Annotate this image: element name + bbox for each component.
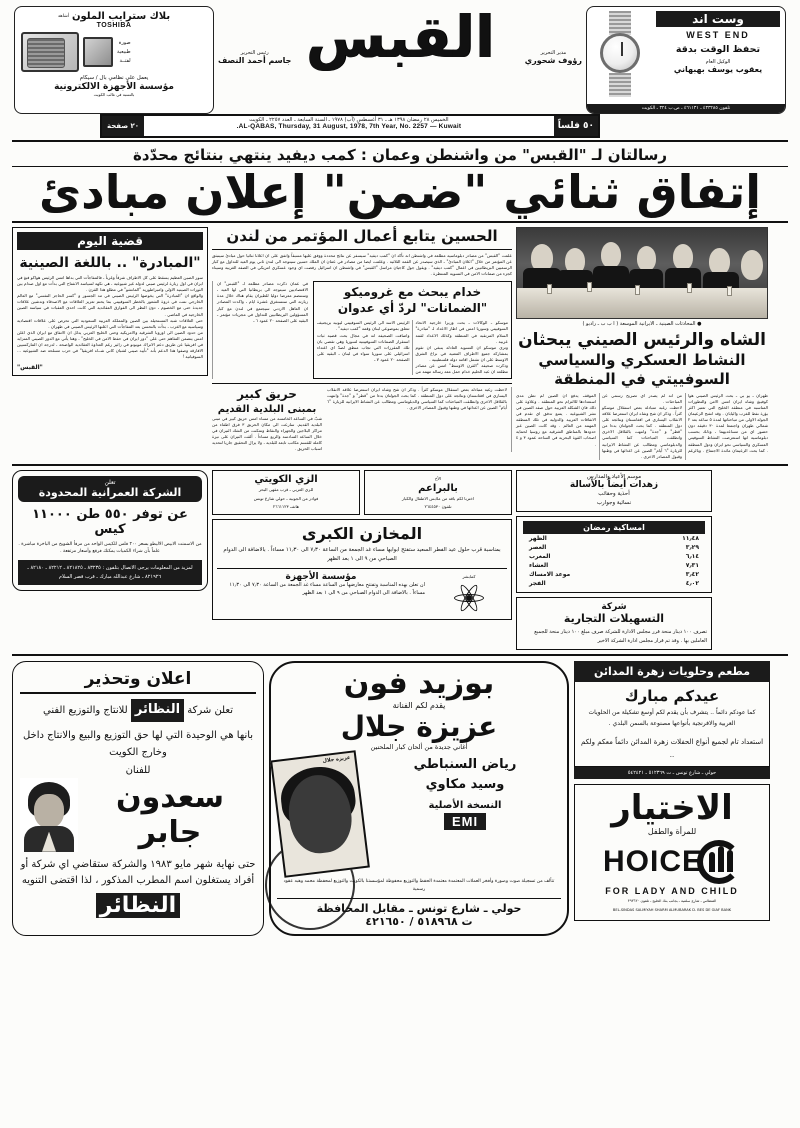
omrania-footer: لمزيد من المعلومات يرجى الاتصال بتلفون : ٨٣٢٣٥ ـ ٨٢١٨٢٥ ـ ٨٢٢١٢ ـ ٨٢١٨٠ ـ ٨٢١٩٢٦ ـ شارع عبدالله مبارك ـ قرب قصر السلام xyxy=(18,560,202,585)
middle-column xyxy=(212,227,512,460)
kuwaiti-dress-sub: للزي العربي ـ قرب مقهى البحر xyxy=(258,486,314,492)
managing-editor xyxy=(525,50,582,65)
ad-bouzaid-phone[interactable] xyxy=(269,661,569,935)
toshiba-feature-1: صورة xyxy=(118,39,131,46)
cover-price: ٥٠ فلساً xyxy=(554,116,598,136)
editor-in-chief-name: جاسم أحمد النصف xyxy=(218,56,292,65)
emi-logo: EMI xyxy=(444,813,486,830)
prayer-row xyxy=(523,552,705,561)
kuwaiti-dress-tel: هاتف ٢٦٦١١٢٣ xyxy=(272,504,300,510)
toshiba-logo: TOSHIBA xyxy=(96,22,132,29)
opinion-paragraph: من حدود الصين الى اوروبا الشرقية والامريكية وحتى الخليج العربي يدلل ان الاتفاق مع ايران الذي اعلن امس يتضمن التفاهم حتى على "دور ايران في حفظ الامن في الخليج" ، وهنا يأتي مع الدور الصيني المتزايد في افريقيا عن طريق دعم الاتراك موبوتو في زائير رغم العداوة العقائدية الواضحة ، لدرجة ان الماركسيين الافارقة وصفوا هذا الدعم بأنه "تأييد صيني لشبان كاني شــاه افريقيا" في حرب مسلحة ضد الشيوعية ... السوفياتية ! xyxy=(17,329,203,360)
opinion-section-label: قضية اليوم xyxy=(17,232,203,250)
bouzaid-composer-1: رياض السنباطي xyxy=(413,757,517,773)
bouzaid-fineprint: تتألف من تسجيلة صوت وصورة وأفخر العملات المعتمدة معتمدة الحفظ والتوزيع محفوظة لمؤسستنا بالكويت والتوزيع لمحفظة محمد وهبه عقود رسمية xyxy=(283,879,555,893)
zahra-eid-greeting: عيدكم مبارك xyxy=(624,687,720,706)
prayer-label: الفجر xyxy=(529,580,546,588)
west-end-agent: يعقوب يوسف بهبهاني xyxy=(673,65,763,74)
ads-band-lower xyxy=(0,656,800,935)
dateline-english: AL-QABAS, Thursday, 31 August, 1978, 7th Year, No. 2257 — Kuwait. xyxy=(236,123,462,130)
prayer-label: الظهر xyxy=(529,535,547,543)
ramadan-title: امساكية رمضان xyxy=(523,521,705,534)
choice-address-ar: الفنطاس ـ شارع سلمية ـ بجانب بنك الخليج ـ تلفون ٣٩٣٦٣٠ xyxy=(627,899,717,904)
managing-editor-role: مدير التحرير xyxy=(540,50,567,56)
conference-photo xyxy=(516,227,768,319)
choice-address-en: BEL-SINDAS SALMIYAH SHARM ALMUBARAK D. BES DE GIAF BANK xyxy=(612,908,732,912)
shah-body: طهران ـ يو بي ـ بحث الرئيس الصيني هوا كوفينغ وشاه ايران امس الامن والتطورات المناسبة في منطقة الخليج التي تعتبر اكثر بؤرة نفط للغرب واليابان . وقد انفتح الزعيمان الجولة الاولى من مباحثاتها لمدة ٥ ساعة بعد ٢ شمالي طهران واجتمعا لمدة ٣٠ دقيقة دون حضور اي من مساعديهما ، وذلك بحسب دبلوماسية انها استعرضت النشاط السوفيتي العسكري والسياسي نحو ايران ودول المنطقة . كما بحث الزعيمان مائدة الاجتماع . وبالرغم من انه لم يصدر اي تصريح رسمي عن المباحثات . xyxy=(602,392,769,453)
west-end-brand-en: WEST END xyxy=(686,30,750,40)
choice-sub-ar: للمرأة والطفل xyxy=(647,827,697,837)
cassette-cover xyxy=(270,750,370,878)
ads-right-group xyxy=(516,470,712,651)
banner-kicker: رسالتان لـ "القبس" من واشنطن وعمان : كمب ديفيد ينتهي بنتائج محدّدة xyxy=(132,146,668,164)
shah-headline-line1[interactable]: الشاه والرئيس الصيني يبحثان xyxy=(518,330,766,350)
fire-headline-line1[interactable]: حريق كبير xyxy=(237,387,297,402)
opinion-signature: "القبس" xyxy=(17,364,43,372)
prayer-row xyxy=(523,570,705,579)
ibrahim-tel: تلفون ٢٦٤٤٥٣٠ xyxy=(424,504,452,510)
atom-icon xyxy=(454,583,484,613)
zahra-head: مطعم وحلويات زهرة المدائن xyxy=(574,661,770,682)
nathair-announce-pre: تعلن شركة xyxy=(187,705,233,717)
makhazin-title: المخازن الكبرى xyxy=(301,523,423,543)
ad-zahra-almadain[interactable] xyxy=(574,661,770,779)
editor-in-chief-role: رئيس التحرير xyxy=(240,50,269,56)
zahra-footer: حولي ـ شارع تونس ـ ت ٥١٢٣٦٩ ـ ٥٤٢٤٢١ xyxy=(574,767,770,779)
ads-bottom-right xyxy=(574,661,770,935)
dateline-bar xyxy=(100,114,600,138)
opinion-box xyxy=(12,227,208,376)
bouzaid-presents: يقدم لكم الفنانة xyxy=(392,701,446,711)
nathair-announce-post: للانتاج والتوزيع الفني xyxy=(43,705,128,717)
nathair-body2: حتى نهاية شهر مايو ١٩٨٣ والشركة ستقاضي اي شركة أو أفراد يستغلون اسم المطرب المذكور ، لذا اقتضى التنويه xyxy=(20,858,256,886)
fire-body: شبّ في الساعة الخامسة من مساء امس حريق كبير في مبنى البلدية القديم. سارعت الى مكان الحريق ٣ فرق اطفاء من مراكز البلاجين والجهراء والنقاط وتمكنت من الشك النيران في خلال الساعة السادسة والربع مساءاً . ألقت النيران على نيرة كاملة للقسم مكاتب تابعة للبلدية ، ولا يزال التحقيق جاريا لتحديد اسباب الحريق . xyxy=(212,415,322,452)
ad-makhazin[interactable] xyxy=(212,519,512,620)
toshiba-tagline-small: أشاهد xyxy=(57,14,69,19)
nathair-footer-logo: النظائر xyxy=(96,893,180,918)
dateline-arabic: الخميس ٢٨ رمضان ١٣٩٨ هـ ـ ٣١ أغسطس (آب) ١٩٧٨ ـ السنة السابعة ـ العدد ٢٢٥٧ ـ الكويت xyxy=(249,117,449,123)
opinion-paragraph: والواقع ان "المبادرة" التي يخوضها الرئيس الصيني في مد الجسور و "كسر الحاجز النفسي" مع العالم الخارجي نمت في ذروة الشعور بالخطر السوفييتي بما يحتم تعزيز العلاقات مع الاصدقاء وتدشين علاقات جديدة حتى مع الخصوم ، دون النظر الى الفوارق العقائدية التي كانت احدى العقبات في سياسة الصين الخارجية في الماضي . xyxy=(17,293,203,317)
omrania-body: من الاسمنت الابيض الاليطو بسعر ٢٠٠ فلس للكيس الواحد من مرفأ الشويخ من الباخرة مباشرة . علماً بأن شراء الكميات يمكنك فرقع وأسعار مرتفعة . xyxy=(18,541,202,555)
page-count: ٢٠ صفحة xyxy=(102,116,144,136)
bouzaid-brand: بوزيد فون xyxy=(343,666,495,702)
toshiba-feature-2: طبيعية xyxy=(117,48,131,55)
ibrahim-title: بالبراعم xyxy=(418,482,458,494)
omrania-announce: تعلن xyxy=(104,478,116,486)
opinion-title: "المبادرة" .. باللغة الصينية xyxy=(19,255,201,271)
editor-in-chief xyxy=(218,50,291,65)
cassette-label: عزيزة جلال xyxy=(322,755,351,765)
toshiba-company-sub: بالنسبة في غالب الكويت xyxy=(93,92,135,97)
khaddam-headline-line1[interactable]: خدام يبحث مع غروميكو xyxy=(343,285,482,300)
banner-headline: إتفاق ثنائي "ضمن" إعلان مبادئ xyxy=(38,165,762,219)
ad-ibrahim[interactable] xyxy=(364,470,512,515)
fire-headline-line2[interactable]: بمبنى البلدية القديم xyxy=(217,403,317,415)
bouzaid-address: حولي ـ شارع تونس ـ مقابل المحافظة xyxy=(277,898,561,915)
bouzaid-telephone: ت ٥١٨٩٦٨ / ٤٢١٦٥٠ xyxy=(365,914,473,928)
school-line2: زهدات أيضاً بالأسالة xyxy=(569,479,659,490)
choice-logo-icon xyxy=(697,840,741,884)
shah-headline-line2[interactable]: النشاط العسكري والسياسي السوفييتي في المنطقة xyxy=(538,351,746,388)
television-side-icon xyxy=(83,37,113,67)
ibrahim-sub: اخترنا لكم باقة من ملابس الاطفال والكبار xyxy=(401,495,475,501)
prayer-label: العشاء xyxy=(529,562,549,570)
choice-title-ar: الاختيار xyxy=(611,788,733,829)
ad-west-end[interactable] xyxy=(586,6,786,114)
choice-wordmark: HOICE xyxy=(603,845,704,879)
prayer-time: ٦٫١٤ xyxy=(685,553,699,561)
page-title: القبس xyxy=(305,3,495,71)
omrania-company: الشركة العمرانية المحدودة xyxy=(38,485,182,499)
kuwaiti-dress-title: الزي الكويتي xyxy=(254,473,318,485)
west-end-brand-ar: وست اند xyxy=(656,11,780,27)
ad-choice[interactable] xyxy=(574,784,770,921)
nathair-artist: سعدون جابر xyxy=(115,779,225,850)
ads-band-upper xyxy=(0,466,800,655)
prayer-row xyxy=(523,543,705,552)
makhazin-company: مؤسسة الأجهزة xyxy=(285,572,357,583)
wristwatch-icon xyxy=(592,11,652,97)
shah-body-overflow: لاحظت رغبة متبادلة بعض استقلال موسكو كثراً . وذكر ان شح وشاه ايران استعرضا علاقة الانقلاب اليساري في افغانستان ونتائجه على دول المنطقة . كما بحث الجولتان بدءا من "قطر" و "جدة" وانتهت بالقلاقل الاخرى وانطلقت المباحثات كما السياسي والدبلوماسي ومطالب عن النشاط الايرانية للزيارة "٦ أيام" الصين عن اعدائها في وطنها وقبول المصادر الاخرى . xyxy=(327,387,507,411)
bouzaid-original-label: النسخة الأصلية xyxy=(428,800,502,812)
hussein-body: علمت "القبس" من مصادر دبلوماسية مطلعة في واشنطن انه تأكد ان "كمب ديفيد" سيسفر عن نتائج محددة ووفق عليها مسبقاً واتفق على ان اعلانا ثنائيا حول مبادئ سينبثق عن المؤتمر من خلال "اعلان المبادئ" ـ الذي سيصدر عن القمة الثلاثية . وعلمت ايضا من مصادر في عمان ان الملك حسين سيتوجه الى لندن ثاني يوم العيد للتداول مع كبار الرسميين البريطانيين في اعمال "كمب ديفيد" . ويقول جول كاجيان مراسل "القبس" في واشنطن ان اسرائيل رفضت اي وجود عسكري امريكي في الضفة الغربية وسيناء كجزء من ضمانات الامن في التسوية المنتظرة . xyxy=(212,252,512,277)
khaddam-body: وترى موسكو ان التسوية العادلة ينبغي ان تقوم بمشاركة جميع الاطراف المعنية في نزاع الشرق الاوسط على ان تشمل اقامة دولة فلسطينية . xyxy=(415,344,508,362)
west-end-slogan: تحفظ الوقت بدقة xyxy=(675,44,761,55)
electronics-body: ان تعلن بهذه المناسبة وتفتتح معارضها من الساعة مساء غد الجمعة من الساعة ٧٫٣٠ الى ١١٫٣٠ مساءاً . بالاضافة الى الدوام الصباحي من ٩ الى ١ بعد الظهر xyxy=(229,582,425,596)
prayer-time: ٣٫٤٢ xyxy=(685,571,699,579)
ad-nathair[interactable] xyxy=(12,661,264,935)
makhazin-body: بمناسبة قرب حلول عيد الفطر السعيد ستفتح ابوابها مساء غد الجمعة من الساعة ٧٫٣٠ الى ١١٫٣٠ مساءاً . بالاضافة الى الدوام الصباحي من ٩ الى ١ بعد الظهر xyxy=(223,546,501,563)
main-content xyxy=(0,223,800,460)
managing-editor-name: رؤوف شحوري xyxy=(524,56,582,65)
toshiba-company: مؤسسة الأجهزة الالكترونية xyxy=(54,82,174,92)
tasheelat-body: تصرف ١٠٠ دينار منحة قرر مجلس الادارة للشركة صرف مبلغ ١٠٠ دينار منحة للجميع العاملين بها . وقد تم قرار مجلس ادارة الشركة الاخير xyxy=(534,629,707,644)
toshiba-tagline: بلاك سترايب الملون xyxy=(72,11,171,22)
prayer-time: ٧٫٣١ xyxy=(685,562,699,570)
nathair-body: بانها هي الوحيدة التي لها حق التوزيع والبيع والانتاج داخل وخارج الكويت xyxy=(22,729,254,758)
school-line1: موسم الأعياد والمدارس xyxy=(586,473,642,480)
opinion-column xyxy=(12,227,208,460)
prayer-time: ٣٫٢٩ xyxy=(685,544,699,552)
prayer-row xyxy=(523,561,705,570)
kuwaiti-dress-sub2: فوادر من الجونية ـ حولي شارع تونس xyxy=(253,495,319,501)
masthead-center xyxy=(214,3,586,71)
prayer-time: ٤٫٠٢ xyxy=(685,580,699,588)
masthead xyxy=(0,0,800,140)
prayer-time: ١١٫٤٨ xyxy=(682,535,699,543)
ads-middle-group xyxy=(212,470,512,620)
shah-body: الموقف يدفع ان الصين لم تطن مدى استعدادها للالتزام نحو المنطقة . وعلاوة على ذلك فان الشكلة العربية حول صفد الصين في نشر الشيوعية . يمنع تدفق اي تقدم في الاتفاقات العربية والدولية في تلك المنطقة المهمة من العالم . وقد كانت الصين عبر حدودها بالمناطق الشرقية مع روسيا لحماية اصحاب القوة البحرية في الساحة عمود ٣ و ٤ . xyxy=(516,392,596,447)
tasheelat-line1: شركة xyxy=(601,602,627,613)
nathair-head: اعلان وتحذير xyxy=(20,669,256,694)
opinion-paragraph: سور الصين العظيم يسقط على كل الاطراف شرقاً وغرباً ، فالمفاجآت التي بداها امس الرئيس هواكو فنغ في ايران في اول زيارة لرئيس صيني لدولة غير شيوعية ، هي نكهة لسياسة الانفتاح التي بدأت مع اول صدام بين الثورات الصينية الاولى وامبراطورية "المانشو" في مطلع هذا القرن . xyxy=(17,275,203,293)
makhazin-tagline: كمابشر xyxy=(462,574,476,580)
toshiba-feature-3: لفتــة xyxy=(119,57,131,64)
west-end-footer: تلفون ٤٣٣٢٨٥ ـ ٤٦١١٣١ ـ ص.ب ٣٢٤ ـ الكويت xyxy=(587,104,785,113)
ad-school-season[interactable] xyxy=(516,470,712,513)
zahra-body2: استعداد تام لجميع أنواع الحفلات زهرة المدائن دائماً معكم ولكم .. xyxy=(580,738,764,759)
opinion-paragraph: حتى العلاقات شبه المستحيلة بين الصين والمملكة العربية السعودية التي تحرص على علاقات اقتصادية وسياسية مع الغرب ، بدأت بالتحسن بعد المفاجآت التي اعلنها الرئيس الصيني في طهران . xyxy=(17,317,203,329)
zahra-body: كما عودكم دائماً .. يتشرف بأن يقدم لكم أوسع تشكيلة من الحلويات العربية والافرنجية بأنواعها مصنوعة بالسمن البلدي . xyxy=(588,709,756,728)
lead-story-column xyxy=(516,227,768,460)
school-line4: نسائية وجوارب xyxy=(596,500,632,507)
ad-tasheelat[interactable] xyxy=(516,597,712,650)
nathair-logo: النظائر xyxy=(131,699,184,721)
ad-kuwaiti-dress[interactable] xyxy=(212,470,360,515)
hussein-headline[interactable]: الحسين يتابع أعمال المؤتمر من لندن xyxy=(226,227,498,245)
khaddam-body: واضافت الصحيفة انه في مجال بحث قضية ثبات استقرار الضمانات السوفييتية لسوريا وهي تقضي بان تلك المقررات التي تجاب منطق لصدّ اي اعتداء اسرائيلي على سوريا سواء في لبنان ـ البقية على الصفحة ٢٠ عمود ٧ ـ xyxy=(317,332,410,362)
bouzaid-sub: أغاني جديدة من ألحان كبار الملحنين xyxy=(370,743,468,752)
prayer-row xyxy=(523,534,705,543)
toshiba-system: يعمل على نظامي بال / سيكام xyxy=(79,75,149,81)
shah-body: لاحظت رغبة متبادلة بعض استقلال موسكو كثراً . وذكر ان شح وشاه ايران استعرضا علاقة الانقلاب اليساري في افغانستان ونتائجه على دول المنطقة . كما بحث الجولتان بدءا من "قطر" و "جدة" وانتهت بالقلاقل الاخرى وانطلقت المباحثات كما السياسي والدبلوماسي ومطالب عن النشاط الايرانية للزيارة "٦ أيام" الصين عن اعدائها في وطنها وقبول المصادر الاخرى . xyxy=(602,404,682,459)
prayer-row xyxy=(523,579,705,588)
bouzaid-composer-2: وسيد مكاوي xyxy=(425,776,505,792)
khaddam-body: موسكو ـ الوكالات ـ بحث وزيرا خارجية الاتحاد السوفييتي وسوريا امس في اطار الاعداد لـ "مبادرة" السلام المرتقبة في المنطقة وكذلك الاعداد لقمة عربية . xyxy=(415,320,508,344)
bouzaid-artist: عزيزة جلال xyxy=(340,710,498,744)
ramadan-timetable xyxy=(516,516,712,593)
artist-portrait xyxy=(20,778,78,852)
school-line3: أحذية وحقائب xyxy=(598,490,630,497)
nathair-for-label: للفنان xyxy=(125,764,151,776)
prayer-label: المغرب xyxy=(529,553,551,561)
khaddam-headline-line2[interactable]: "الضمانات" لردّ أي عدوان xyxy=(337,300,488,315)
khaddam-body: وذكرت صحيفة "القرن الاوسط" امس عن مصادر مطلعة ان عبد الحليم خدام حمل معه رسالة مهمة من الرئيس الاسد الى الرئيس السوفييتي ليونيد بريجنيف تتعلق بموضوعي لبنان وقمة "كمب ديفيد" . xyxy=(317,320,508,375)
ibrahim-pre: الأخ xyxy=(434,475,442,481)
ad-toshiba[interactable] xyxy=(14,6,214,114)
hussein-body-continued: في عمان ذكرت مصادر مطلعة لـ "القبس" ان الاقتصاديين سيتوجه الى بريطانيا التي لها العيد ، وستنضم معرضا دوليا للطيران يقام هناك خلال مدة زيارته التي ستستغرق عشرة ايام ، واكدت المصادر ان العاهل الاردني سيجتمع في لندن مع كبار المسؤولين البريطانيين للتداول في مجريات مؤتمر ـ البقية على الصفحة ٢٠ عمود ٦ ـ xyxy=(217,281,308,323)
television-icon xyxy=(21,32,79,72)
ad-omrania[interactable] xyxy=(12,470,208,592)
photo-caption: ● المحادثات الصينية ـ الايرانية الموسعة ( ا ب ب ـ راديو ) xyxy=(582,321,702,327)
choice-tagline: FOR LADY AND CHILD xyxy=(605,886,739,897)
prayer-label: العصر xyxy=(529,544,547,552)
tasheelat-line2: التسهيلات التجارية xyxy=(563,612,665,626)
omrania-offer: عن توفر ٥٥٠ طن ١١٠٠٠ كيس xyxy=(32,506,188,537)
prayer-label: موعد الامساك xyxy=(529,571,571,579)
west-end-agent-label: الوكيل العام xyxy=(705,59,731,65)
